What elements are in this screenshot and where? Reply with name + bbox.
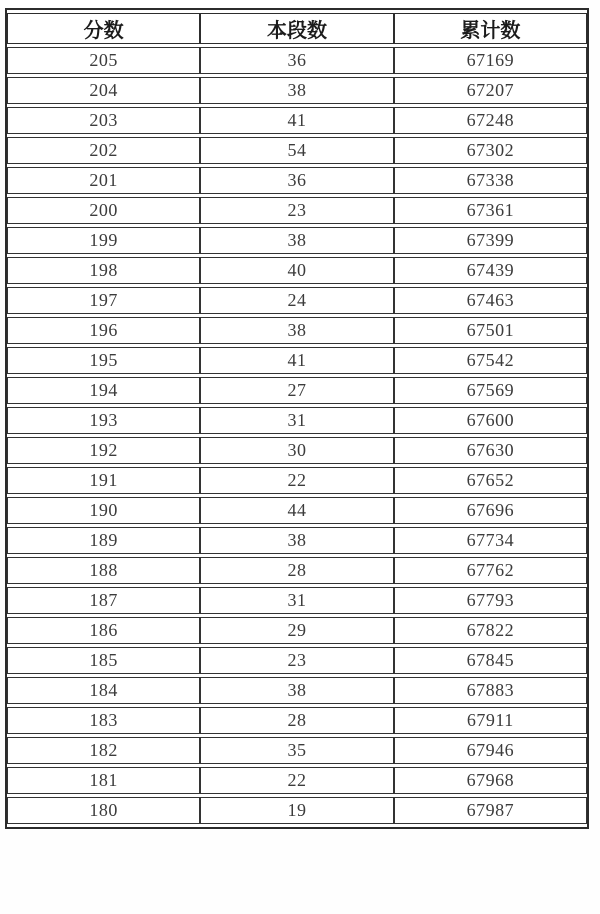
segment-count-cell: 31 (200, 407, 393, 434)
table-row (7, 407, 587, 434)
score-cell: 180 (7, 797, 200, 824)
segment-count-cell: 22 (200, 467, 393, 494)
cumulative-count-cell: 67302 (394, 137, 587, 164)
score-cell: 181 (7, 767, 200, 794)
segment-count-cell: 23 (200, 647, 393, 674)
cumulative-count-cell: 67822 (394, 617, 587, 644)
segment-count-cell: 41 (200, 347, 393, 374)
segment-count-cell: 44 (200, 497, 393, 524)
cumulative-count-cell: 67883 (394, 677, 587, 704)
table-row (7, 197, 587, 224)
table-row (7, 617, 587, 644)
cumulative-count-cell: 67793 (394, 587, 587, 614)
score-cell: 194 (7, 377, 200, 404)
score-cell: 185 (7, 647, 200, 674)
table-row (7, 527, 587, 554)
segment-count-cell: 40 (200, 257, 393, 284)
score-cell: 183 (7, 707, 200, 734)
score-cell: 195 (7, 347, 200, 374)
table-row (7, 467, 587, 494)
score-cell: 193 (7, 407, 200, 434)
score-cell: 182 (7, 737, 200, 764)
table-row (7, 47, 587, 74)
table-row (7, 557, 587, 584)
table-row (7, 647, 587, 674)
cumulative-count-cell: 67361 (394, 197, 587, 224)
score-cell: 201 (7, 167, 200, 194)
table-row (7, 707, 587, 734)
table-row (7, 227, 587, 254)
segment-count-cell: 19 (200, 797, 393, 824)
cumulative-count-cell: 67845 (394, 647, 587, 674)
score-cell: 187 (7, 587, 200, 614)
table-row (7, 77, 587, 104)
score-cell: 184 (7, 677, 200, 704)
score-cell: 188 (7, 557, 200, 584)
column-header-segment-count: 本段数 (200, 13, 393, 44)
score-cell: 196 (7, 317, 200, 344)
cumulative-count-cell: 67600 (394, 407, 587, 434)
score-cell: 186 (7, 617, 200, 644)
segment-count-cell: 38 (200, 527, 393, 554)
segment-count-cell: 28 (200, 707, 393, 734)
cumulative-count-cell: 67207 (394, 77, 587, 104)
cumulative-count-cell: 67630 (394, 437, 587, 464)
cumulative-count-cell: 67734 (394, 527, 587, 554)
header-row (7, 13, 587, 44)
score-cell: 205 (7, 47, 200, 74)
cumulative-count-cell: 67652 (394, 467, 587, 494)
score-distribution-table (5, 8, 589, 829)
segment-count-cell: 41 (200, 107, 393, 134)
score-cell: 199 (7, 227, 200, 254)
score-cell: 198 (7, 257, 200, 284)
segment-count-cell: 24 (200, 287, 393, 314)
score-cell: 189 (7, 527, 200, 554)
table-row (7, 107, 587, 134)
table-header (7, 13, 587, 44)
table-row (7, 287, 587, 314)
column-header-score: 分数 (7, 13, 200, 44)
segment-count-cell: 30 (200, 437, 393, 464)
score-cell: 197 (7, 287, 200, 314)
segment-count-cell: 27 (200, 377, 393, 404)
score-cell: 191 (7, 467, 200, 494)
cumulative-count-cell: 67501 (394, 317, 587, 344)
segment-count-cell: 35 (200, 737, 393, 764)
cumulative-count-cell: 67696 (394, 497, 587, 524)
cumulative-count-cell: 67399 (394, 227, 587, 254)
segment-count-cell: 29 (200, 617, 393, 644)
column-header-cumulative-count: 累计数 (394, 13, 587, 44)
cumulative-count-cell: 67911 (394, 707, 587, 734)
table-row (7, 437, 587, 464)
score-cell: 190 (7, 497, 200, 524)
cumulative-count-cell: 67439 (394, 257, 587, 284)
segment-count-cell: 38 (200, 227, 393, 254)
table-row (7, 167, 587, 194)
segment-count-cell: 38 (200, 77, 393, 104)
table-row (7, 677, 587, 704)
segment-count-cell: 36 (200, 167, 393, 194)
segment-count-cell: 36 (200, 47, 393, 74)
cumulative-count-cell: 67987 (394, 797, 587, 824)
table-row (7, 797, 587, 824)
score-cell: 200 (7, 197, 200, 224)
score-cell: 202 (7, 137, 200, 164)
segment-count-cell: 23 (200, 197, 393, 224)
table-row (7, 137, 587, 164)
table-row (7, 257, 587, 284)
table-row (7, 317, 587, 344)
segment-count-cell: 54 (200, 137, 393, 164)
segment-count-cell: 28 (200, 557, 393, 584)
table-row (7, 737, 587, 764)
score-cell: 203 (7, 107, 200, 134)
cumulative-count-cell: 67946 (394, 737, 587, 764)
table-row (7, 497, 587, 524)
segment-count-cell: 38 (200, 317, 393, 344)
cumulative-count-cell: 67338 (394, 167, 587, 194)
table-row (7, 587, 587, 614)
score-cell: 192 (7, 437, 200, 464)
table-row (7, 377, 587, 404)
cumulative-count-cell: 67463 (394, 287, 587, 314)
table-row (7, 347, 587, 374)
cumulative-count-cell: 67248 (394, 107, 587, 134)
segment-count-cell: 31 (200, 587, 393, 614)
segment-count-cell: 38 (200, 677, 393, 704)
cumulative-count-cell: 67762 (394, 557, 587, 584)
table-body (7, 47, 587, 824)
cumulative-count-cell: 67968 (394, 767, 587, 794)
segment-count-cell: 22 (200, 767, 393, 794)
cumulative-count-cell: 67169 (394, 47, 587, 74)
score-cell: 204 (7, 77, 200, 104)
table-row (7, 767, 587, 794)
cumulative-count-cell: 67542 (394, 347, 587, 374)
cumulative-count-cell: 67569 (394, 377, 587, 404)
